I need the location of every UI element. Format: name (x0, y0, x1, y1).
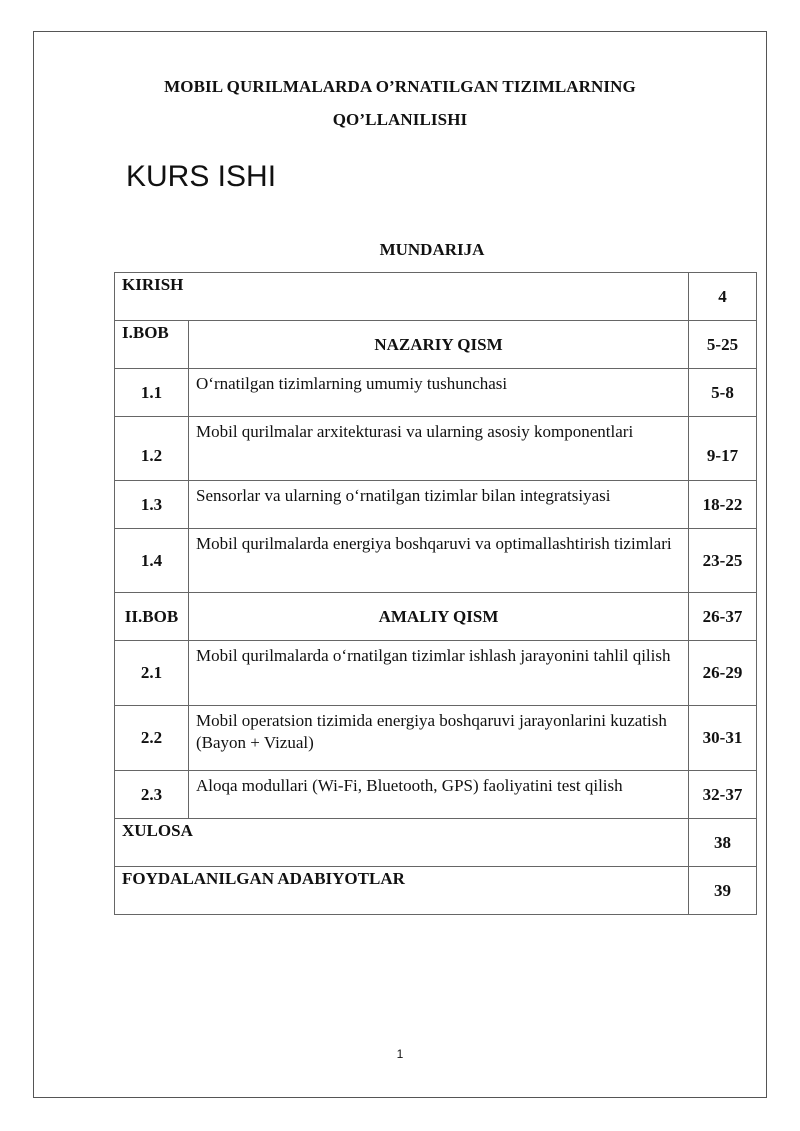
toc-item-number: 1.2 (115, 417, 189, 481)
toc-item-number: 2.2 (115, 706, 189, 771)
toc-row-xulosa (115, 819, 757, 867)
toc-row (115, 369, 757, 417)
toc-row (115, 481, 757, 529)
toc-item-number: 2.3 (115, 771, 189, 819)
toc-item-pages: 32-37 (689, 771, 757, 819)
toc-row (115, 771, 757, 819)
toc-title-chapter-1: NAZARIY QISM (189, 321, 689, 369)
table-of-contents (114, 272, 757, 915)
toc-label-kirish: KIRISH (115, 273, 689, 321)
toc-row-chapter-2 (115, 593, 757, 641)
toc-pages-adabiyotlar: 39 (689, 867, 757, 915)
toc-row (115, 706, 757, 771)
toc-item-number: 1.3 (115, 481, 189, 529)
document-title-line-1: MOBIL QURILMALARDA O’RNATILGAN TIZIMLARNING (164, 77, 636, 96)
toc-row (115, 641, 757, 706)
toc-row-chapter-1 (115, 321, 757, 369)
toc-item-pages: 18-22 (689, 481, 757, 529)
toc-item-text: Mobil qurilmalarda energiya boshqaruvi va optimallashtirish tizimlari (189, 529, 689, 593)
toc-item-number: 1.4 (115, 529, 189, 593)
toc-row (115, 529, 757, 593)
toc-row-kirish (115, 273, 757, 321)
toc-row-adabiyotlar (115, 867, 757, 915)
toc-item-pages: 23-25 (689, 529, 757, 593)
toc-item-text: Mobil operatsion tizimida energiya boshqaruvi jarayonlarini kuzatish (Bayon + Vizual) (189, 706, 689, 771)
toc-label-chapter-2: II.BOB (115, 593, 189, 641)
toc-item-pages: 26-29 (689, 641, 757, 706)
toc-item-text: Mobil qurilmalarda o‘rnatilgan tizimlar ishlash jarayonini tahlil qilish (189, 641, 689, 706)
toc-label-chapter-1: I.BOB (115, 321, 189, 369)
toc-item-pages: 9-17 (689, 417, 757, 481)
document-title-line-2: QO’LLANILISHI (332, 110, 468, 129)
toc-item-text: Sensorlar va ularning o‘rnatilgan tizimlar bilan integratsiyasi (189, 481, 689, 529)
toc-title-chapter-2: AMALIY QISM (189, 593, 689, 641)
toc-pages-kirish: 4 (689, 273, 757, 321)
toc-item-text: Mobil qurilmalar arxitekturasi va ularning asosiy komponentlari (189, 417, 689, 481)
toc-item-pages: 30-31 (689, 706, 757, 771)
toc-item-text: Aloqa modullari (Wi-Fi, Bluetooth, GPS) faoliyatini test qilish (189, 771, 689, 819)
toc-heading: MUNDARIJA (379, 240, 485, 259)
toc-item-number: 2.1 (115, 641, 189, 706)
toc-label-xulosa: XULOSA (115, 819, 689, 867)
toc-pages-chapter-2: 26-37 (689, 593, 757, 641)
toc-item-text: O‘rnatilgan tizimlarning umumiy tushunchasi (189, 369, 689, 417)
toc-item-number: 1.1 (115, 369, 189, 417)
toc-row (115, 417, 757, 481)
document-kind: KURS ISHI (126, 160, 277, 193)
toc-pages-xulosa: 38 (689, 819, 757, 867)
page-number: 1 (396, 1047, 404, 1061)
toc-pages-chapter-1: 5-25 (689, 321, 757, 369)
toc-item-pages: 5-8 (689, 369, 757, 417)
toc-label-adabiyotlar: FOYDALANILGAN ADABIYOTLAR (115, 867, 689, 915)
